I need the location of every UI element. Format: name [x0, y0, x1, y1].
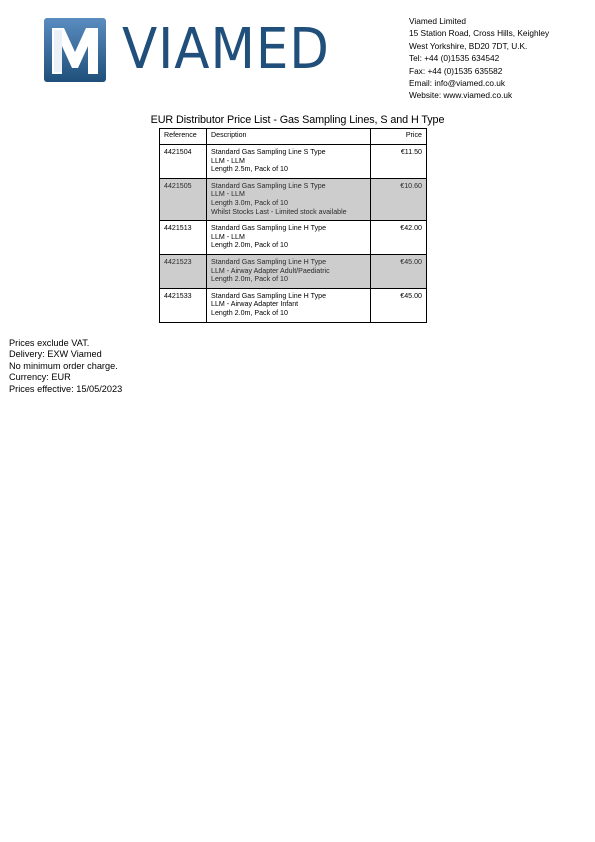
- fax: Fax: +44 (0)1535 635582: [409, 65, 503, 76]
- row-description: [207, 288, 371, 322]
- website: Website: www.viamed.co.uk: [409, 90, 513, 101]
- row-description: [207, 254, 371, 288]
- description-line: Standard Gas Sampling Line H Type: [211, 291, 327, 300]
- description-line: Standard Gas Sampling Line H Type: [211, 224, 327, 233]
- row-reference: 4421533: [160, 288, 207, 322]
- description-line: Length 2.0m, Pack of 10: [211, 308, 288, 317]
- table-row: [160, 178, 427, 220]
- table-header-row: [160, 129, 427, 145]
- row-price: €10.60: [371, 178, 427, 220]
- column-header-reference: Reference: [160, 129, 207, 145]
- logo-wordmark: VIAMED: [122, 17, 330, 82]
- pricing-notes: [9, 338, 122, 395]
- description-line: LLM - LLM: [211, 190, 245, 199]
- table-row: [160, 145, 427, 179]
- description-line: Length 2.0m, Pack of 10: [211, 241, 288, 250]
- row-price: €45.00: [371, 288, 427, 322]
- description-line: Length 3.0m, Pack of 10: [211, 198, 288, 207]
- description-line: LLM - LLM: [211, 156, 245, 165]
- column-header-price: Price: [371, 129, 427, 145]
- page-title: EUR Distributor Price List - Gas Sampling Lines, S and H Type: [150, 114, 445, 126]
- address-line-1: 15 Station Road, Cross Hills, Keighley: [409, 28, 550, 39]
- address-line-2: West Yorkshire, BD20 7DT, U.K.: [409, 40, 528, 51]
- viamed-logo-mark-icon: [44, 18, 106, 82]
- row-reference: 4421513: [160, 221, 207, 255]
- description-line: Length 2.5m, Pack of 10: [211, 165, 288, 174]
- row-reference: 4421504: [160, 145, 207, 179]
- description-line: LLM - Airway Adapter Infant: [211, 300, 299, 309]
- row-description: [207, 178, 371, 220]
- column-header-description: Description: [207, 129, 371, 145]
- row-reference: 4421505: [160, 178, 207, 220]
- description-line: Standard Gas Sampling Line S Type: [211, 148, 326, 156]
- row-description: [207, 221, 371, 255]
- description-line: Standard Gas Sampling Line H Type: [211, 257, 327, 266]
- table-row: [160, 254, 427, 288]
- row-description: [207, 145, 371, 179]
- telephone: Tel: +44 (0)1535 634542: [409, 53, 500, 64]
- note-minimum-order: No minimum order charge.: [9, 360, 118, 371]
- description-line: Length 2.0m, Pack of 10: [211, 275, 288, 284]
- note-vat: Prices exclude VAT.: [9, 338, 90, 348]
- table-row: [160, 288, 427, 322]
- note-currency: Currency: EUR: [9, 372, 71, 383]
- viamed-logo: [44, 18, 354, 84]
- description-line: LLM - LLM: [211, 232, 245, 241]
- row-price: €42.00: [371, 221, 427, 255]
- description-line: LLM - Airway Adapter Adult/Paediatric: [211, 266, 330, 275]
- row-reference: 4421523: [160, 254, 207, 288]
- table-row: [160, 221, 427, 255]
- row-price: €11.50: [371, 145, 427, 179]
- row-price: €45.00: [371, 254, 427, 288]
- email: Email: info@viamed.co.uk: [409, 77, 506, 88]
- note-delivery: Delivery: EXW Viamed: [9, 349, 102, 360]
- note-effective-date: Prices effective: 15/05/2023: [9, 383, 123, 394]
- company-name: Viamed Limited: [409, 16, 467, 26]
- company-address: [409, 15, 589, 102]
- description-line: Whilst Stocks Last - Limited stock available: [211, 207, 347, 216]
- price-table: [159, 128, 427, 323]
- description-line: Standard Gas Sampling Line S Type: [211, 181, 326, 190]
